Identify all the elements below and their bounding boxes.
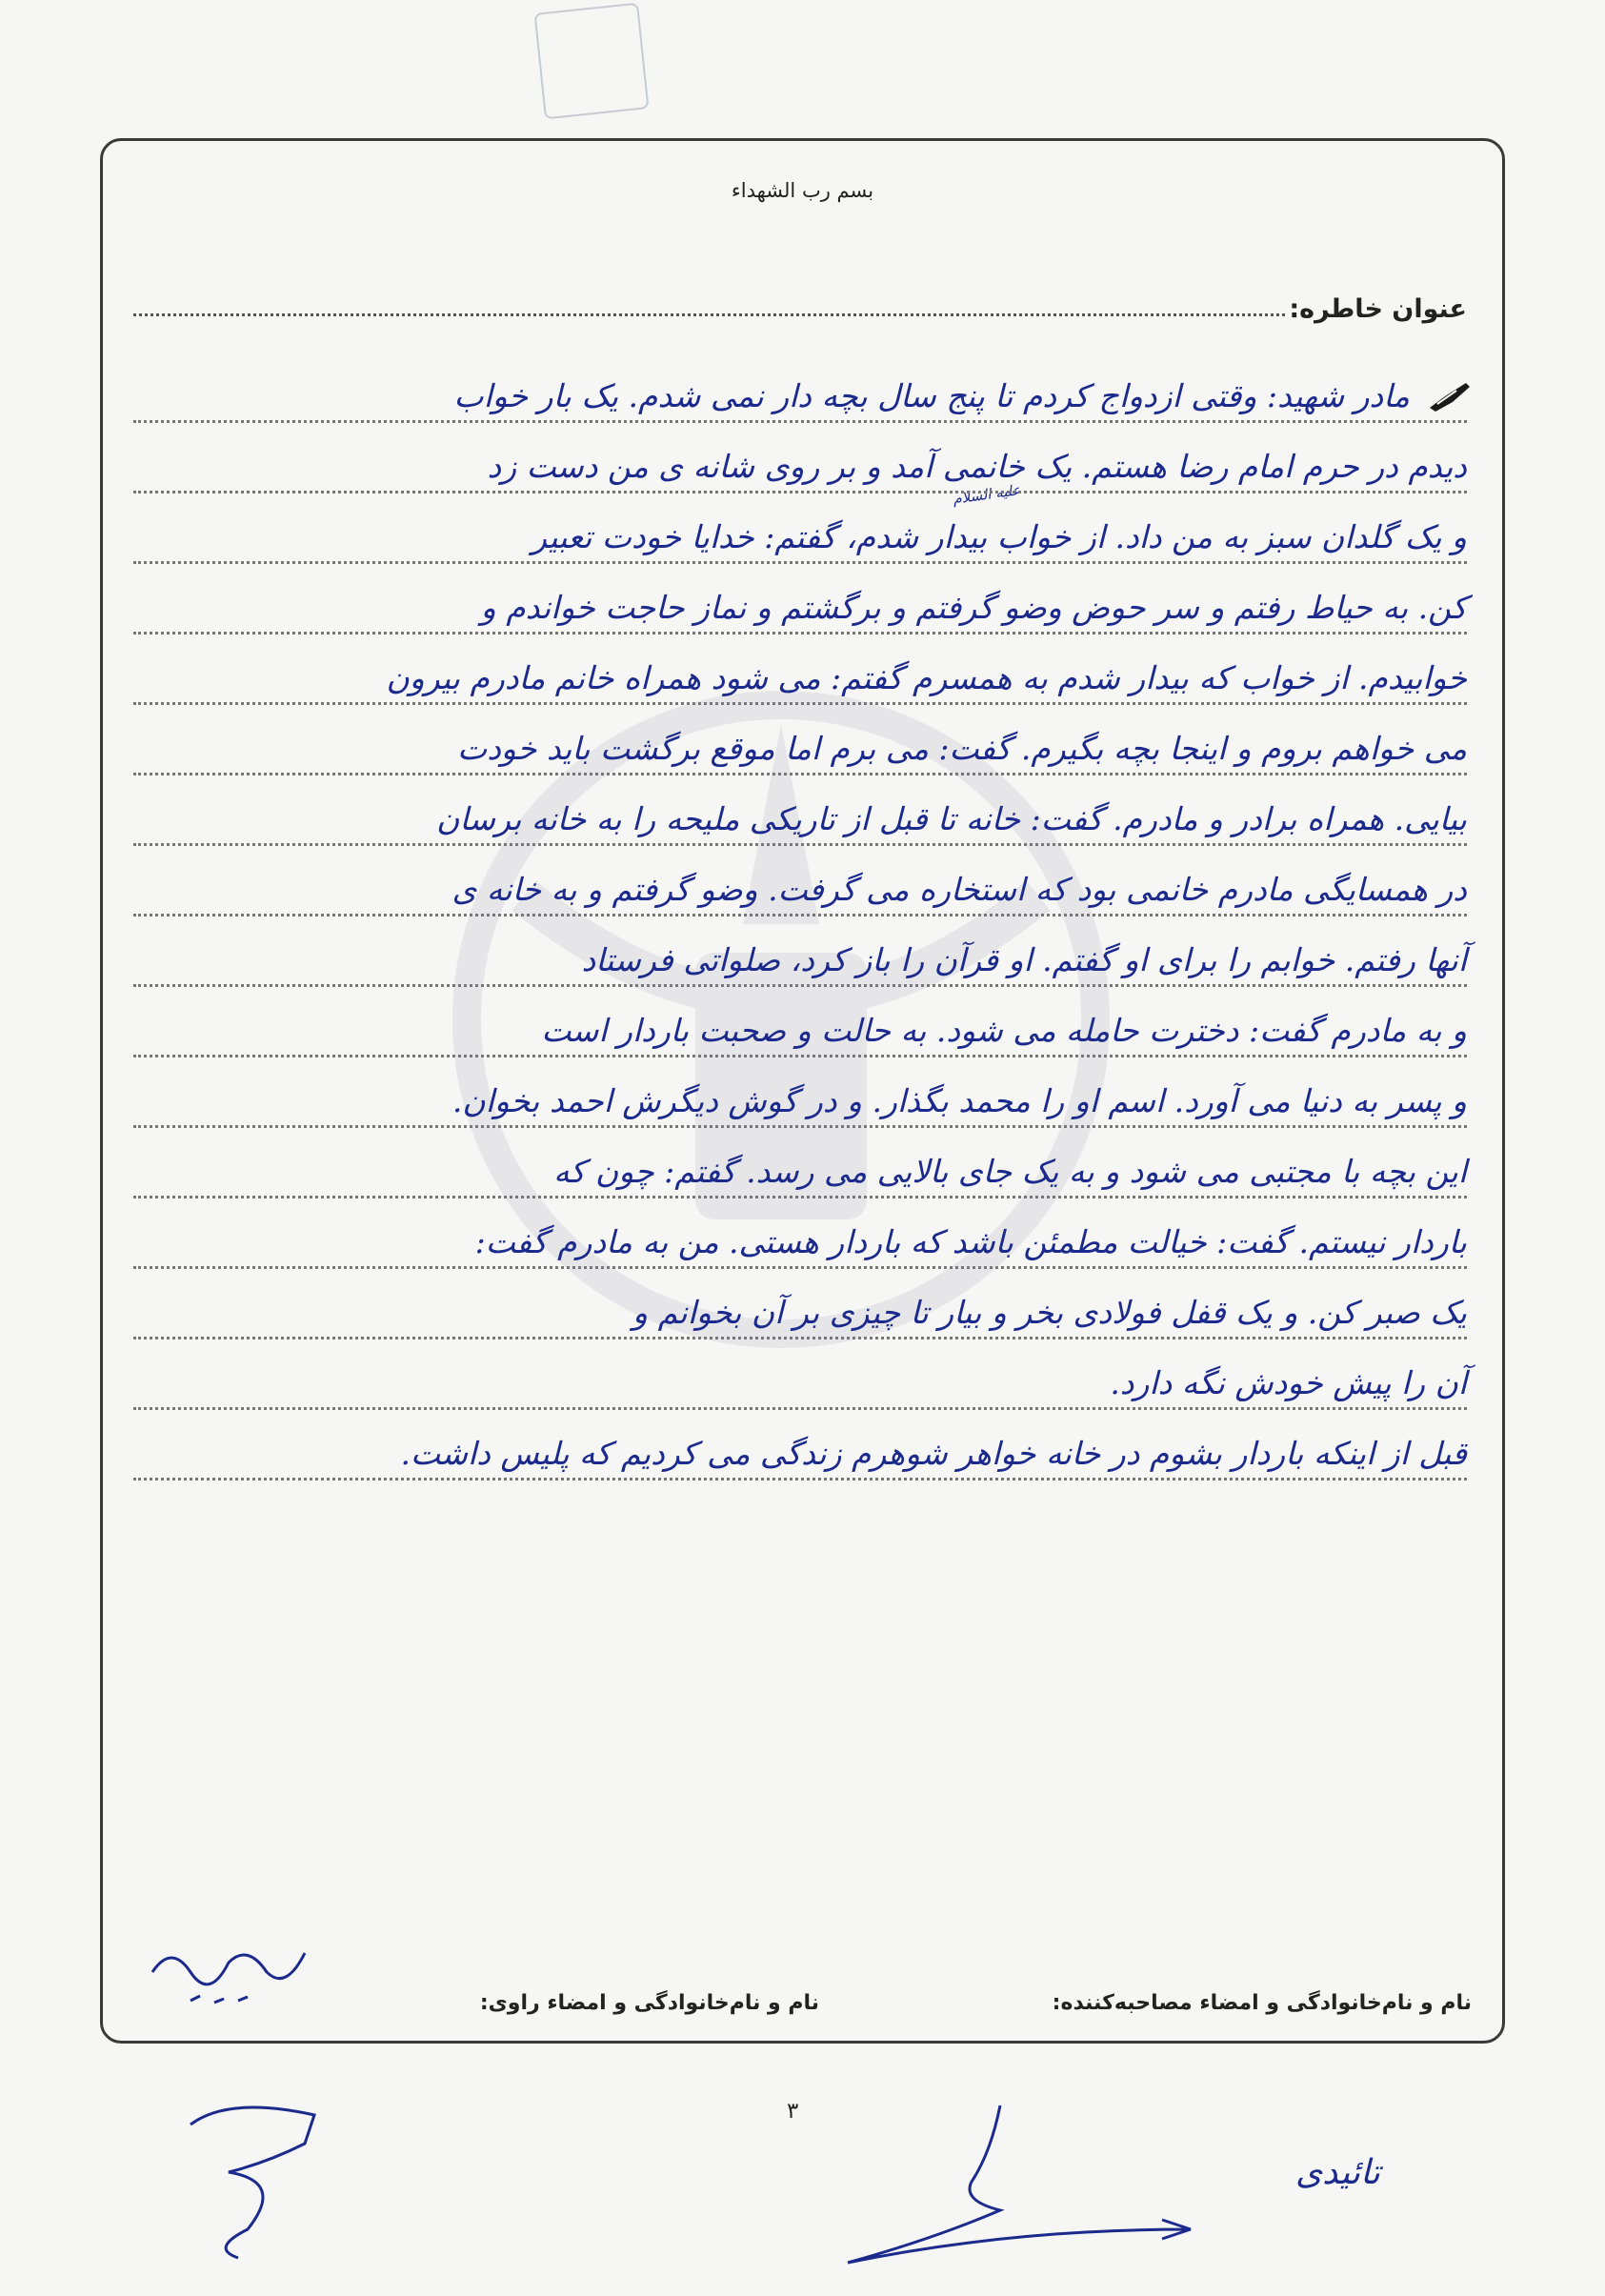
narrator-signature (133, 1915, 324, 2029)
body-line (133, 493, 1467, 564)
body-line-text: آنها رفتم. خوابم را برای او گفتم. او قرآن را باز کرد، صلواتی فرستاد (581, 941, 1467, 978)
body-line-text: دیدم در حرم امام رضا هستم. یک خانمی آمد و بر روی شانه ی من دست زد (487, 448, 1467, 485)
memory-title-dotted-line (133, 313, 1285, 316)
body-line-text: کن. به حیاط رفتم و سر حوض وضو گرفتم و برگشتم و نماز حاجت خواندم و (480, 589, 1467, 626)
body-line-text: یک صبر کن. و یک قفل فولادی بخر و بیار تا چیزی بر آن بخوانم و (632, 1294, 1467, 1331)
body-line (133, 634, 1467, 705)
stamp (533, 3, 649, 120)
body-line (133, 423, 1467, 493)
page-number: ۳ (787, 2099, 799, 2124)
memory-body (133, 352, 1467, 1480)
footer-signature-row (129, 1991, 1472, 2029)
bottom-note: تائیدی (1295, 2153, 1380, 2192)
body-line-text: آن را پیش خودش نگه دارد. (1110, 1364, 1467, 1401)
body-line (133, 564, 1467, 634)
interviewer-signature-label: نام و نام‌خانوادگی و امضاء مصاحبه‌کننده: (1052, 1991, 1472, 2015)
body-line (133, 1198, 1467, 1269)
body-line (133, 987, 1467, 1057)
body-line-text: مادر شهید: وقتی ازدواج کردم تا پنج سال بچه دار نمی شدم. یک بار خواب (453, 377, 1410, 414)
body-line (133, 1128, 1467, 1198)
body-line-text: می خواهم بروم و اینجا بچه بگیرم. گفت: می برم اما موقع برگشت باید خودت (457, 730, 1467, 767)
body-line (133, 1339, 1467, 1410)
body-line (133, 1269, 1467, 1339)
honorific-note: علیه السلام (952, 481, 1022, 508)
body-line (133, 916, 1467, 987)
body-line (133, 1410, 1467, 1480)
body-line (133, 1057, 1467, 1128)
body-line (133, 775, 1467, 846)
bottom-center-signature (819, 2096, 1248, 2267)
body-line-text: در همسایگی مادرم خانمی بود که استخاره می گرفت. وضو گرفتم و به خانه ی (451, 871, 1467, 908)
body-line (133, 705, 1467, 775)
body-line-text: و یک گلدان سبز به من داد. از خواب بیدار شدم، گفتم: خدایا خودت تعبیر (532, 518, 1467, 555)
body-line-text: باردار نیستم. گفت: خیالت مطمئن باشد که باردار هستی. من به مادرم گفت: (474, 1223, 1467, 1260)
body-line-text: خوابیدم. از خواب که بیدار شدم به همسرم گفتم: می شود همراه خانم مادرم بیرون (386, 659, 1467, 696)
body-line (133, 846, 1467, 916)
page-title: بسم رب الشهداء (731, 179, 874, 202)
body-line (133, 352, 1467, 423)
memory-title-label: عنوان خاطره: (1289, 294, 1467, 324)
bottom-left-signature (171, 2086, 343, 2267)
body-line-text: بیایی. همراه برادر و مادرم. گفت: خانه تا قبل از تاریکی ملیحه را به خانه برسان (436, 800, 1467, 837)
body-line-text: قبل از اینکه باردار بشوم در خانه خواهر شوهرم زندگی می کردیم که پلیس داشت. (400, 1435, 1467, 1472)
body-line-text: این بچه با مجتبی می شود و به یک جای بالایی می رسد. گفتم: چون که (553, 1153, 1467, 1190)
memory-title-row (133, 286, 1467, 324)
body-line-text: و به مادرم گفت: دخترت حامله می شود. به حالت و صحبت باردار است (541, 1012, 1467, 1049)
body-line-text: و پسر به دنیا می آورد. اسم او را محمد بگذار. و در گوش دیگرش احمد بخوان. (451, 1082, 1467, 1119)
narrator-signature-label: نام و نام‌خانوادگی و امضاء راوی: (479, 1991, 819, 2015)
